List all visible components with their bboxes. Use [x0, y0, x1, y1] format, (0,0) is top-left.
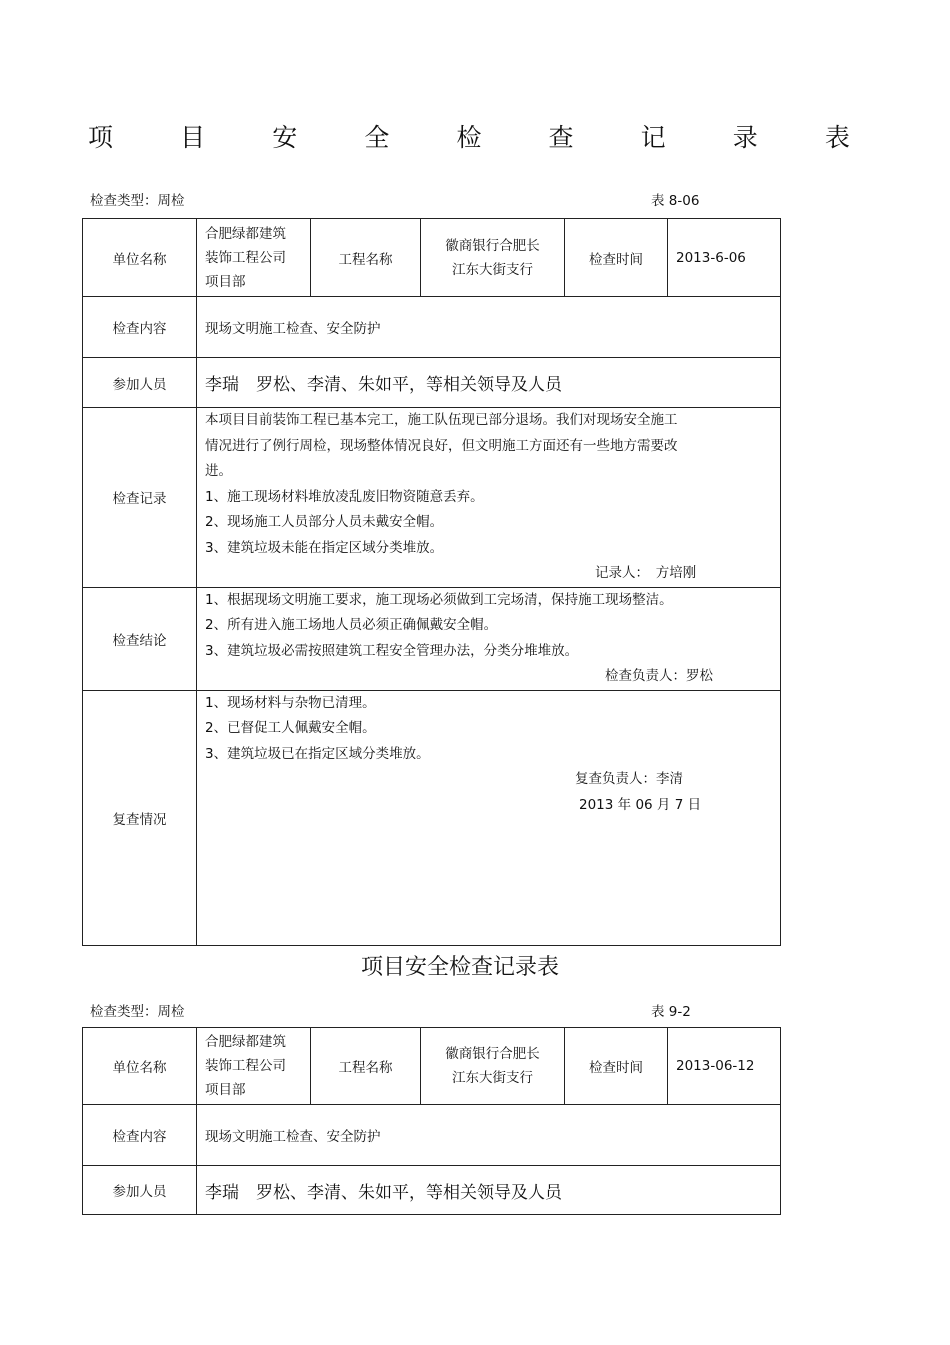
form-number: 表 9-2 [651, 1004, 691, 1020]
unit-line: 合肥绿都建筑 [205, 225, 286, 242]
participants-label: 参加人员 [83, 1166, 197, 1215]
project-label: 工程名称 [311, 1028, 421, 1105]
participants-label: 参加人员 [83, 358, 197, 408]
title-char: 安 [272, 123, 298, 152]
content-row [83, 297, 781, 358]
inspection-table-2 [82, 1027, 781, 1215]
form-number: 表 8-06 [651, 193, 700, 209]
content-row [83, 1105, 781, 1166]
unit-label: 单位名称 [83, 219, 197, 297]
content-value: 现场文明施工检查、安全防护 [197, 1105, 781, 1166]
participants-value: 李瑞 罗松、李清、朱如平，等相关领导及人员 [197, 1166, 781, 1215]
title-char: 目 [180, 123, 206, 152]
title-char: 记 [640, 123, 666, 152]
content-label: 检查内容 [83, 297, 197, 358]
time-value: 2013-6-06 [668, 219, 781, 297]
record-line: 2、现场施工人员部分人员未戴安全帽。 [205, 514, 444, 530]
conclusion-row [83, 587, 781, 690]
content-value: 现场文明施工检查、安全防护 [197, 297, 781, 358]
conclusion-value [197, 587, 781, 690]
unit-value [197, 219, 311, 297]
title-char: 检 [456, 123, 482, 152]
project-line: 徽商银行合肥长 [445, 1046, 540, 1062]
time-value: 2013-06-12 [668, 1028, 781, 1105]
project-label: 工程名称 [311, 219, 421, 297]
record-value [197, 408, 781, 588]
header-row [83, 1028, 781, 1105]
record-line: 进。 [205, 463, 232, 479]
second-title: 项目安全检查记录表 [360, 955, 559, 980]
review-line: 1、现场材料与杂物已清理。 [205, 694, 376, 711]
recorder: 记录人： 方培刚 [595, 565, 697, 581]
unit-line: 装饰工程公司 [205, 1058, 286, 1074]
conclusion-line: 3、建筑垃圾必需按照建筑工程安全管理办法，分类分堆堆放。 [205, 642, 579, 659]
title-char: 全 [364, 123, 390, 152]
participants-row [83, 1166, 781, 1215]
title-char: 录 [732, 123, 758, 152]
record-row [83, 408, 781, 588]
unit-line: 合肥绿都建筑 [205, 1034, 286, 1050]
unit-line: 项目部 [205, 1082, 246, 1098]
review-owner: 复查负责人：李清 [575, 771, 683, 787]
inspection-table-1 [82, 218, 781, 946]
unit-label: 单位名称 [83, 1028, 197, 1105]
page-title [88, 118, 850, 158]
project-line: 江东大街支行 [452, 1070, 533, 1086]
record-line: 本项目目前装饰工程已基本完工，施工队伍现已部分退场。我们对现场安全施工 [205, 412, 678, 428]
conclusion-line: 1、根据现场文明施工要求，施工现场必须做到工完场清，保持施工现场整洁。 [205, 591, 673, 608]
project-line: 江东大街支行 [452, 261, 533, 278]
time-label: 检查时间 [565, 219, 668, 297]
conclusion-owner: 检查负责人：罗松 [605, 668, 713, 684]
title-char: 项 [88, 123, 114, 152]
conclusion-label: 检查结论 [83, 587, 197, 690]
inspection-type: 检查类型：周检 [90, 193, 185, 209]
review-row [83, 690, 781, 945]
unit-line: 装饰工程公司 [205, 249, 286, 266]
review-line: 3、建筑垃圾已在指定区域分类堆放。 [205, 745, 430, 762]
participants-value: 李瑞 罗松、李清、朱如平，等相关领导及人员 [197, 358, 781, 408]
record-line: 3、建筑垃圾未能在指定区域分类堆放。 [205, 539, 444, 556]
time-label: 检查时间 [565, 1028, 668, 1105]
record-line: 1、施工现场材料堆放凌乱废旧物资随意丢弃。 [205, 488, 484, 505]
review-line: 2、已督促工人佩戴安全帽。 [205, 720, 376, 736]
project-value [421, 1028, 565, 1105]
record-line: 情况进行了例行周检，现场整体情况良好，但文明施工方面还有一些地方需要改 [205, 437, 678, 454]
project-value [421, 219, 565, 297]
review-date: 2013 年 06 月 7 日 [579, 796, 702, 813]
participants-row [83, 358, 781, 408]
project-line: 徽商银行合肥长 [445, 237, 540, 254]
inspection-type: 检查类型：周检 [90, 1004, 185, 1020]
unit-line: 项目部 [205, 273, 246, 290]
conclusion-line: 2、所有进入施工场地人员必须正确佩戴安全帽。 [205, 617, 498, 633]
record-label: 检查记录 [83, 408, 197, 588]
review-value [197, 690, 781, 945]
content-label: 检查内容 [83, 1105, 197, 1166]
review-label: 复查情况 [83, 690, 197, 945]
header-row [83, 219, 781, 297]
unit-value [197, 1028, 311, 1105]
title-char: 查 [548, 123, 574, 152]
title-char: 表 [824, 123, 850, 152]
